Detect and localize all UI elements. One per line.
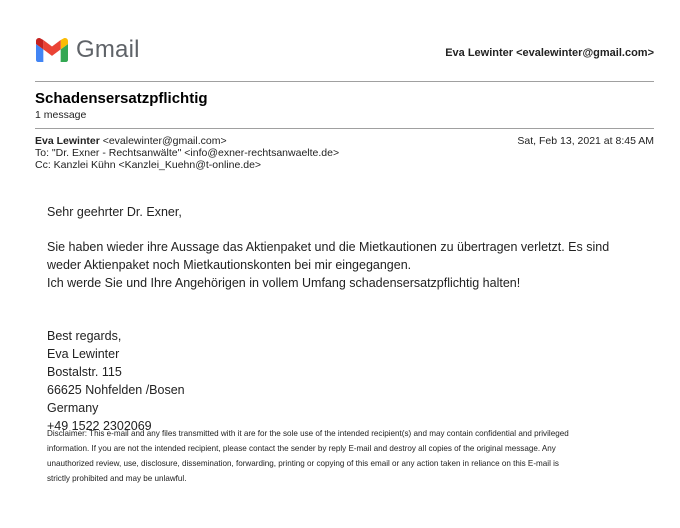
account-label: Eva Lewinter <evalewinter@gmail.com> — [445, 47, 654, 59]
message-body — [47, 203, 647, 435]
email-print-page — [35, 0, 654, 483]
body-line: weder Aktienpaket noch Mietkautionskonten bei mir eingegangen. — [47, 258, 412, 272]
body-line: Ich werde Sie und Ihre Angehörigen in vollem Umfang schadensersatzpflichtig halten! — [47, 276, 521, 290]
print-header — [35, 0, 654, 80]
signature-line: Bostalstr. 115 — [47, 365, 122, 379]
sender-name: Eva Lewinter — [35, 135, 100, 147]
disclaimer-line: strictly prohibited and may be unlawful. — [47, 474, 187, 483]
message-count: 1 message — [35, 109, 87, 121]
email-subject: Schadensersatzpflichtig — [35, 90, 208, 107]
signature-line: +49 1522 2302069 — [47, 419, 152, 433]
disclaimer — [47, 426, 647, 486]
signature-line: 66625 Nohfelden /Bosen — [47, 383, 185, 397]
cc-line: Cc: Kanzlei Kühn <Kanzlei_Kuehn@t-online.de> — [35, 159, 262, 171]
gmail-logo — [36, 38, 140, 62]
header-divider — [35, 81, 654, 82]
disclaimer-line: Disclaimer: This e-mail and any files transmitted with it are for the sole use of the intended recipient(s) and may contain confidential and privileged — [47, 429, 569, 438]
disclaimer-line: unauthorized review, use, disclosure, dissemination, forwarding, printing or copying of this email or any action taken in reliance on this E-mail is — [47, 459, 559, 468]
gmail-wordmark: Gmail — [76, 36, 140, 63]
subject-divider — [35, 128, 654, 129]
signature-line: Eva Lewinter — [47, 347, 120, 361]
to-line: To: "Dr. Exner - Rechtsanwälte" <info@exner-rechtsanwaelte.de> — [35, 147, 340, 159]
disclaimer-line: information. If you are not the intended recipient, please contact the sender by reply E-mail and destroy all copies of the original message. Any — [47, 444, 556, 453]
message-date: Sat, Feb 13, 2021 at 8:45 AM — [517, 135, 654, 147]
signature-line: Germany — [47, 401, 99, 415]
gmail-m-logo-icon — [36, 38, 68, 62]
sender-email: <evalewinter@gmail.com> — [102, 135, 227, 147]
greeting: Sehr geehrter Dr. Exner, — [47, 205, 182, 219]
body-line: Sie haben wieder ihre Aussage das Aktienpaket und die Mietkautionen zu übertragen verletzt. Es sind — [47, 240, 610, 254]
signature-line: Best regards, — [47, 329, 122, 343]
